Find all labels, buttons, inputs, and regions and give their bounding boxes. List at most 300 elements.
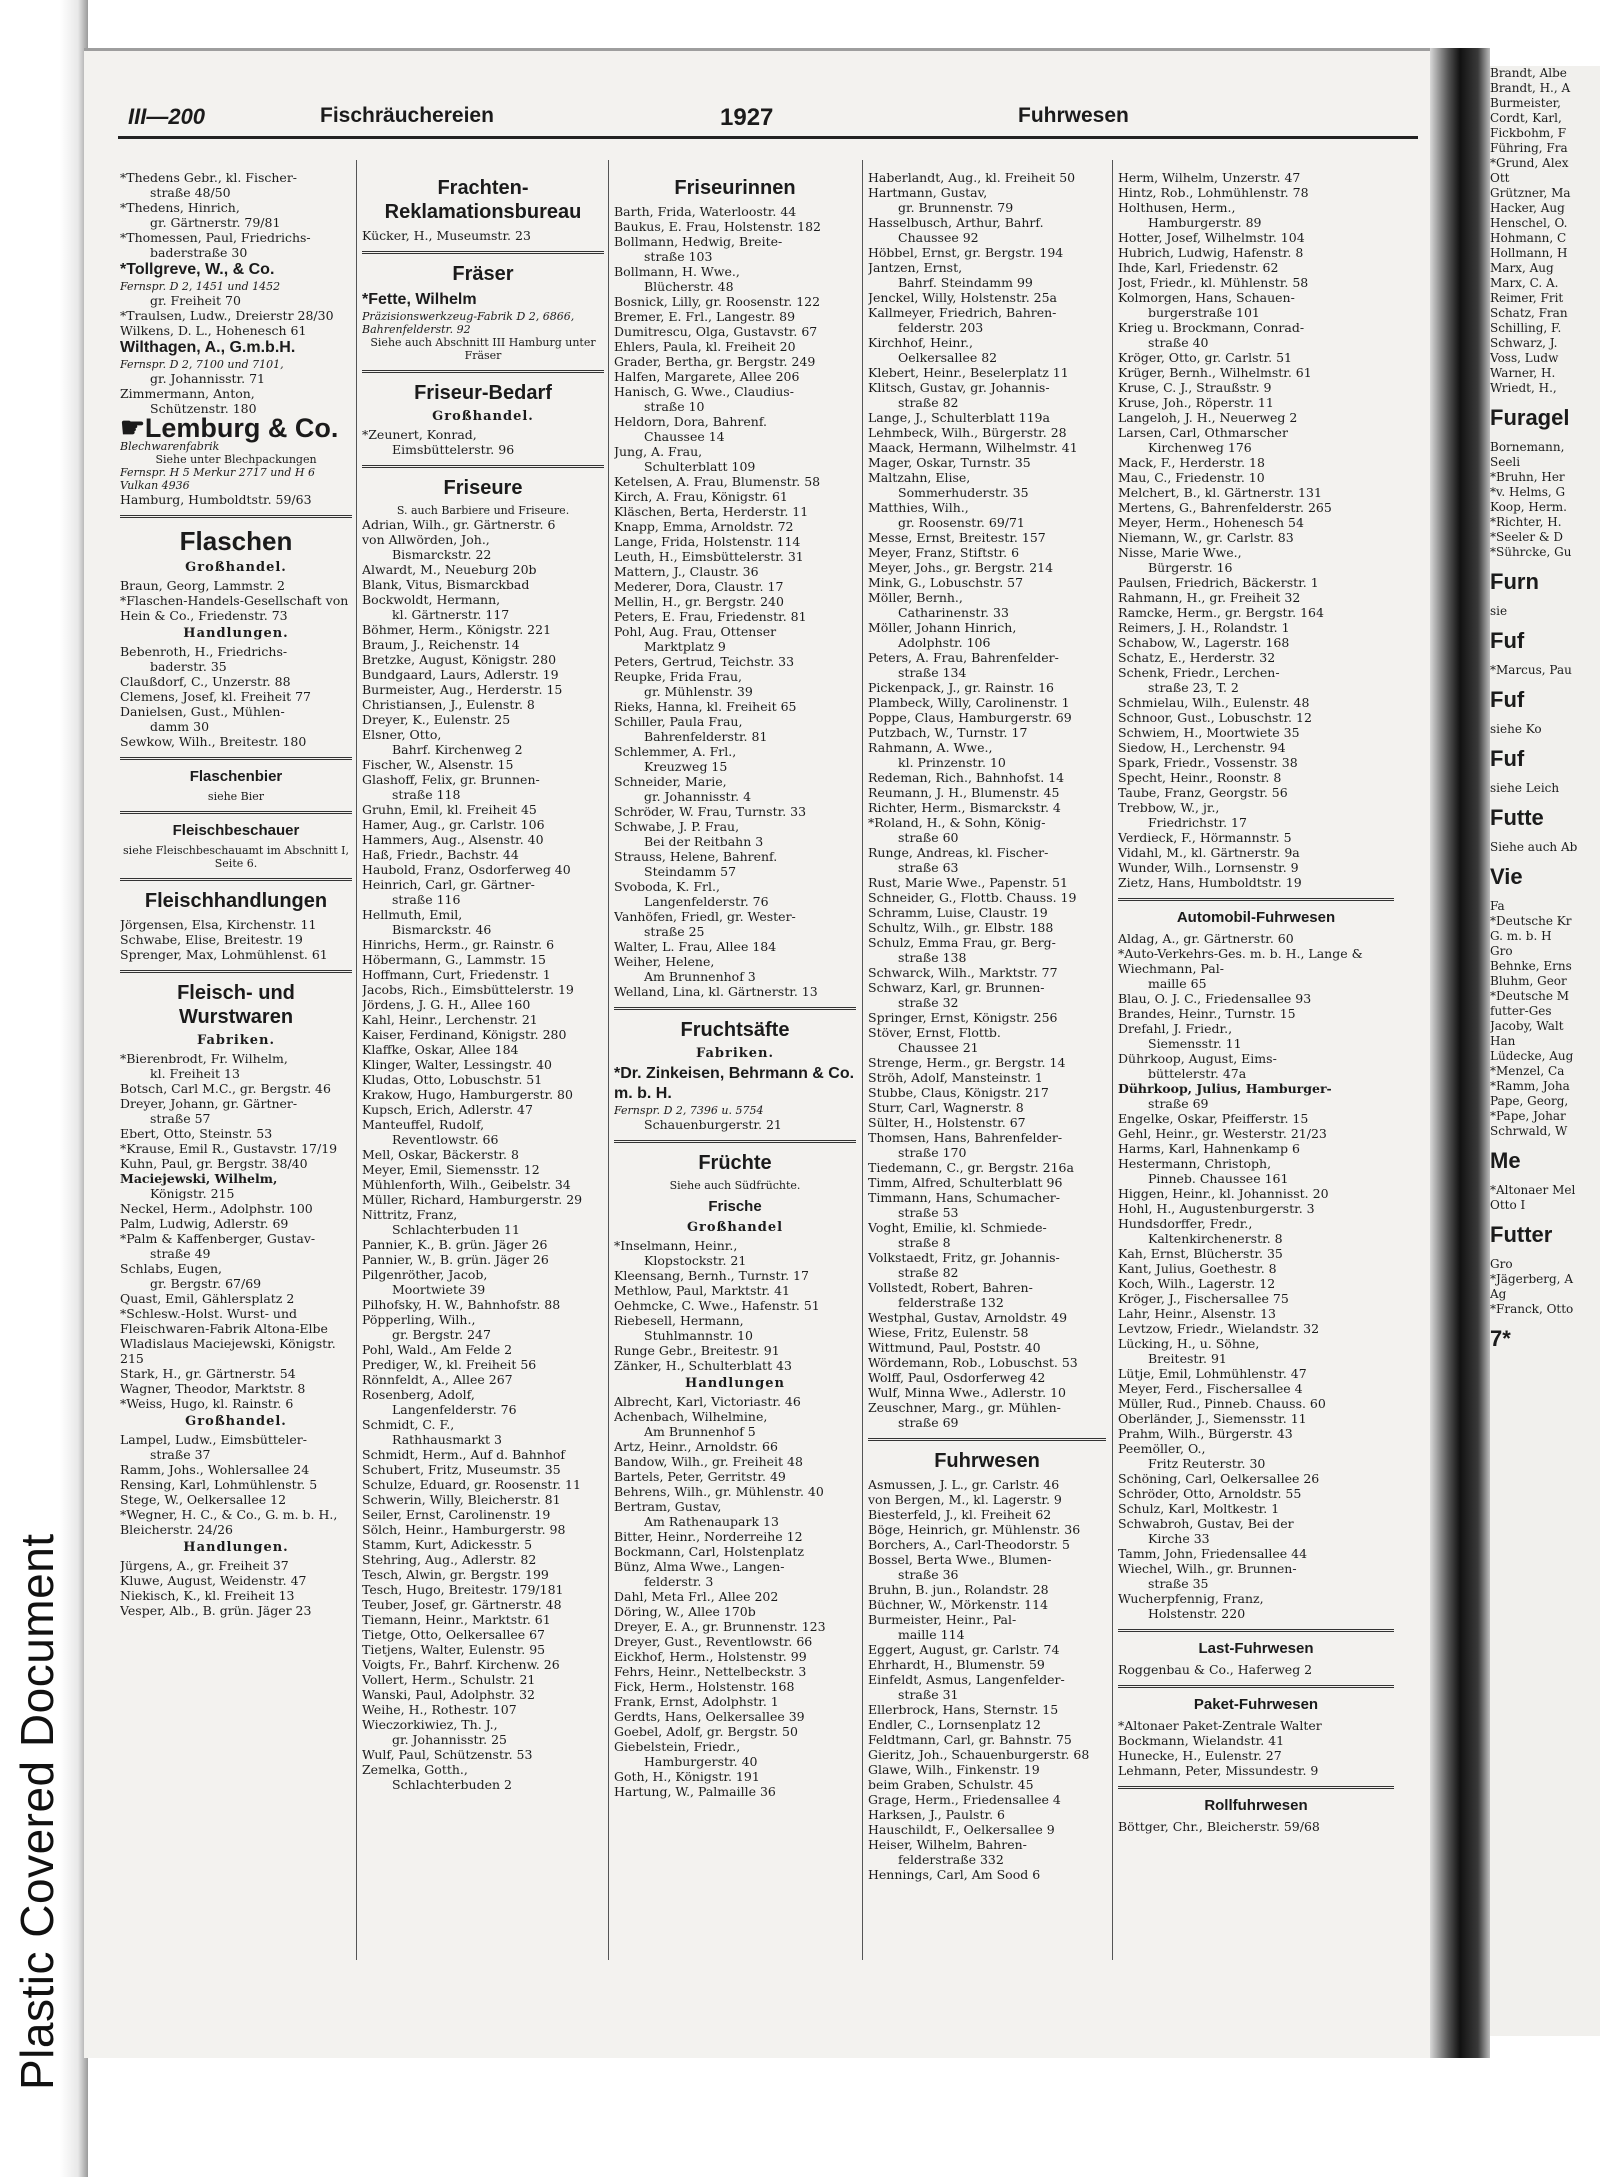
directory-entry: Schmidt, C. F., <box>362 1417 455 1432</box>
cross-reference-note: Siehe auch Südfrüchte. <box>669 1179 801 1192</box>
subsection-heading: Handlungen <box>685 1376 785 1391</box>
directory-entry: Biesterfeld, J., kl. Freiheit 62 <box>868 1507 1052 1522</box>
directory-entry: Heldorn, Dora, Bahrenf. <box>614 414 767 429</box>
directory-entry: Bollmann, Hedwig, Breite- <box>614 234 783 249</box>
adjacent-page-heading: Futte <box>1490 805 1544 830</box>
directory-entry: Gieritz, Joh., Schauenburgerstr. 68 <box>868 1747 1090 1762</box>
directory-entry: Tietjens, Walter, Eulenstr. 95 <box>362 1642 546 1657</box>
directory-entry: Gerdts, Hans, Oelkersallee 39 <box>614 1709 805 1724</box>
directory-entry: Weiher, Helene, <box>614 954 715 969</box>
running-head-left: Fischräuchereien <box>320 104 494 127</box>
entry-continuation: Steindamm 57 <box>644 864 737 879</box>
directory-entry: Pannier, K., B. grün. Jäger 26 <box>362 1237 548 1252</box>
directory-entry: Adrian, Wilh., gr. Gärtnerstr. 6 <box>362 517 556 532</box>
directory-entry: *Thomessen, Paul, Friedrichs- <box>120 230 311 245</box>
directory-entry: Kirchhof, Heinr., <box>868 335 973 350</box>
directory-entry: Ketelsen, A. Frau, Blumenstr. 58 <box>614 474 821 489</box>
adjacent-page-entry: Schatz, Fran <box>1490 306 1568 320</box>
directory-entry: Nisse, Marie Wwe., <box>1118 545 1242 560</box>
page-year: 1927 <box>720 104 774 131</box>
entry-continuation: Marktplatz 9 <box>644 639 726 654</box>
directory-entry: Grage, Herm., Friedensallee 4 <box>868 1792 1061 1807</box>
entry-continuation: kl. Freiheit 13 <box>150 1066 240 1081</box>
section-divider <box>614 1140 856 1143</box>
directory-entry: Mattern, J., Claustr. 36 <box>614 564 759 579</box>
side-caption <box>0 1230 72 2090</box>
advert-detail: Fernspr. D 2, 7396 u. 5754 <box>614 1104 764 1117</box>
entry-continuation: straße 25 <box>644 924 705 939</box>
directory-entry: *Roland, H., & Sohn, König- <box>868 815 1046 830</box>
directory-entry: *Wegner, H. C., & Co., G. m. b. H., Bleicherstr. 24/26 <box>120 1507 338 1537</box>
entry-continuation: straße 60 <box>898 830 959 845</box>
advertised-firm: Wilthagen, A., G.m.b.H. <box>120 339 296 356</box>
directory-entry: Schwarck, Wilh., Marktstr. 77 <box>868 965 1058 980</box>
directory-entry: Lehmbeck, Wilh., Bürgerstr. 28 <box>868 425 1067 440</box>
column-rule <box>608 160 609 1960</box>
directory-entry: Welland, Lina, kl. Gärtnerstr. 13 <box>614 984 818 999</box>
adjacent-page-entry: Voss, Ludw <box>1490 351 1559 365</box>
directory-entry: Heiser, Wilhelm, Bahren- <box>868 1837 1027 1852</box>
directory-entry: Bünz, Alma Wwe., Langen- <box>614 1559 785 1574</box>
section-heading: Frische <box>708 1198 762 1215</box>
directory-entry: Weihe, H., Rothestr. 107 <box>362 1702 517 1717</box>
adjacent-page-entry: Schwarz, J. <box>1490 336 1558 350</box>
directory-entry: Dreyer, Gust., Reventlowstr. 66 <box>614 1634 813 1649</box>
directory-entry: Meyer, Herm., Hohenesch 54 <box>1118 515 1304 530</box>
directory-entry: Pilgenröther, Jacob, <box>362 1267 488 1282</box>
entry-continuation: Am Rathenaupark 13 <box>644 1514 779 1529</box>
directory-entry: Niemann, W., gr. Carlstr. 83 <box>1118 530 1294 545</box>
entry-continuation: straße 10 <box>644 399 705 414</box>
directory-entry: Wiese, Fritz, Eulenstr. 58 <box>868 1325 1029 1340</box>
directory-entry: Hellmuth, Emil, <box>362 907 463 922</box>
section-heading: Paket-Fuhrwesen <box>1193 1696 1319 1713</box>
subsection-heading: Fabriken. <box>196 1033 276 1048</box>
entry-continuation: Hamburgerstr. 40 <box>644 1754 758 1769</box>
directory-entry: Wunder, Wilh., Lornsenstr. 9 <box>1118 860 1299 875</box>
column-rule <box>1112 160 1113 1960</box>
directory-entry: Hanisch, G. Wwe., Claudius- <box>614 384 794 399</box>
directory-entry: Spark, Friedr., Vossenstr. 38 <box>1118 755 1298 770</box>
entry-continuation: gr. Bergstr. 67/69 <box>150 1276 262 1291</box>
directory-entry: Goebel, Adolf, gr. Bergstr. 50 <box>614 1724 798 1739</box>
directory-entry: Hubrich, Ludwig, Hafenstr. 8 <box>1118 245 1304 260</box>
directory-entry: Paulsen, Friedrich, Bäckerstr. 1 <box>1118 575 1319 590</box>
directory-entry: Schulz, Karl, Moltkestr. 1 <box>1118 1501 1280 1516</box>
section-heading: Fleisch- und Wurstwaren <box>177 982 295 1028</box>
adjacent-page-entry: Siehe auch Ab <box>1490 840 1578 854</box>
directory-entry: Lange, J., Schulterblatt 119a <box>868 410 1050 425</box>
adjacent-page-entry: Seeli <box>1490 455 1521 469</box>
adjacent-page-entry: Reimer, Frit <box>1490 291 1564 305</box>
directory-entry: Kücker, H., Museumstr. 23 <box>362 228 531 243</box>
directory-entry: Burmeister, Heinr., Pal- <box>868 1612 1017 1627</box>
directory-entry: Hammers, Aug., Alsenstr. 40 <box>362 832 544 847</box>
directory-entry: Pohl, Aug. Frau, Ottenser <box>614 624 777 639</box>
directory-entry: Hauschildt, F., Oelkersallee 9 <box>868 1822 1055 1837</box>
directory-entry: *Zeunert, Konrad, <box>362 427 477 442</box>
directory-entry: Ehlers, Paula, kl. Freiheit 20 <box>614 339 796 354</box>
directory-entry: Voigts, Fr., Bahrf. Kirchenw. 26 <box>362 1657 560 1672</box>
directory-entry: Barth, Frida, Waterloostr. 44 <box>614 204 797 219</box>
directory-entry: Blau, O. J. C., Friedensallee 93 <box>1118 991 1312 1006</box>
adjacent-page-entry: Jacoby, Walt <box>1490 1019 1564 1033</box>
entry-continuation: gr. Johannisstr. 25 <box>392 1732 507 1747</box>
directory-entry: Endler, C., Lornsenplatz 12 <box>868 1717 1041 1732</box>
directory-entry: Kruse, Joh., Röperstr. 11 <box>1118 395 1274 410</box>
directory-entry: Tesch, Alwin, gr. Bergstr. 199 <box>362 1567 549 1582</box>
directory-entry: Mau, C., Friedenstr. 10 <box>1118 470 1265 485</box>
directory-entry: Hartung, W., Palmaille 36 <box>614 1784 776 1799</box>
directory-entry: Rosenberg, Adolf, <box>362 1387 475 1402</box>
directory-entry: Artz, Heinr., Arnoldstr. 66 <box>614 1439 778 1454</box>
directory-entry: Bartels, Peter, Gerritstr. 49 <box>614 1469 786 1484</box>
entry-continuation: Schauenburgerstr. 21 <box>644 1117 782 1132</box>
directory-entry: Jörgensen, Elsa, Kirchenstr. 11 <box>120 917 317 932</box>
directory-entry: Verdieck, F., Hörmannstr. 5 <box>1118 830 1292 845</box>
directory-entry: Büchner, W., Mörkenstr. 114 <box>868 1597 1049 1612</box>
entry-continuation: Adolphstr. 106 <box>898 635 991 650</box>
directory-entry: Kuhn, Paul, gr. Bergstr. 38/40 <box>120 1156 308 1171</box>
adjacent-page-heading: Fuf <box>1490 746 1525 771</box>
directory-entry: Gehl, Heinr., gr. Westerstr. 21/23 <box>1118 1126 1327 1141</box>
directory-entry: Meyer, Johs., gr. Bergstr. 214 <box>868 560 1054 575</box>
adjacent-page-entry: siehe Ko <box>1490 722 1542 736</box>
directory-entry: Pilhofsky, H. W., Bahnhofstr. 88 <box>362 1297 561 1312</box>
directory-entry: Trebbow, W., jr., <box>1118 800 1220 815</box>
directory-entry: Taube, Franz, Georgstr. 56 <box>1118 785 1288 800</box>
directory-entry: Peters, A. Frau, Bahrenfelder- <box>868 650 1059 665</box>
entry-continuation: baderstr. 35 <box>150 659 227 674</box>
directory-entry: Einfeldt, Asmus, Langenfelder- <box>868 1672 1065 1687</box>
column-rule <box>862 160 863 1960</box>
entry-continuation: Schlachterbuden 2 <box>392 1777 512 1792</box>
directory-entry: Harksen, J., Paulstr. 6 <box>868 1807 1005 1822</box>
entry-continuation: straße 134 <box>898 665 967 680</box>
directory-entry: Mager, Oskar, Turnstr. 35 <box>868 455 1031 470</box>
section-heading: Frachten-Reklamationsbureau <box>384 177 582 223</box>
adjacent-page-entry: *Grund, Alex <box>1490 156 1569 170</box>
adjacent-page-entry: *Menzel, Ca <box>1490 1064 1565 1078</box>
directory-entry: Eickhof, Herm., Holstenstr. 99 <box>614 1649 807 1664</box>
directory-entry: Palm, Ludwig, Adlerstr. 69 <box>120 1216 289 1231</box>
adjacent-page-entry: sie <box>1490 604 1508 618</box>
directory-entry: Tamm, John, Friedensallee 44 <box>1118 1546 1308 1561</box>
cross-reference-note: siehe Fleischbeschauamt im Abschnitt I, Seite 6. <box>123 844 349 870</box>
entry-continuation: Schützenstr. 180 <box>150 401 257 416</box>
subsection-heading: Großhandel. <box>185 560 287 575</box>
entry-continuation: straße 48/50 <box>150 185 231 200</box>
directory-entry: Fick, Herm., Holstenstr. 168 <box>614 1679 795 1694</box>
directory-entry: Ihde, Karl, Friedenstr. 62 <box>1118 260 1279 275</box>
directory-entry: Maack, Hermann, Wilhelmstr. 41 <box>868 440 1078 455</box>
directory-entry: Tietge, Otto, Oelkersallee 67 <box>362 1627 545 1642</box>
adjacent-page-entry: Marx, Aug <box>1490 261 1554 275</box>
advert-detail: Fernspr. D 2, 7100 und 7101, <box>120 358 284 371</box>
directory-entry: *Bierenbrodt, Fr. Wilhelm, <box>120 1051 288 1066</box>
directory-entry: Jacobs, Rich., Eimsbüttelerstr. 19 <box>362 982 574 997</box>
directory-entry: Thomsen, Hans, Bahrenfelder- <box>868 1130 1063 1145</box>
entry-continuation: Holstenstr. 220 <box>1148 1606 1246 1621</box>
entry-continuation: Catharinenstr. 33 <box>898 605 1009 620</box>
entry-continuation: gr. Bergstr. 247 <box>392 1327 491 1342</box>
adjacent-page-entry: Gro <box>1490 944 1513 958</box>
entry-continuation: felderstraße 132 <box>898 1295 1004 1310</box>
cross-reference-note: Siehe unter Blechpackungen <box>155 453 317 466</box>
directory-entry: Lehmann, Peter, Missundestr. 9 <box>1118 1763 1319 1778</box>
directory-entry: Vollstedt, Robert, Bahren- <box>868 1280 1033 1295</box>
directory-entry: Dahl, Meta Frl., Allee 202 <box>614 1589 779 1604</box>
entry-continuation: Moortwiete 39 <box>392 1282 486 1297</box>
directory-entry: Böhmer, Herm., Königstr. 221 <box>362 622 552 637</box>
directory-entry: Kirch, A. Frau, Königstr. 61 <box>614 489 788 504</box>
entry-continuation: straße 69 <box>1148 1096 1209 1111</box>
adjacent-page-entry: *Jägerberg, A <box>1490 1272 1573 1286</box>
adjacent-page-entry: *Pape, Johar <box>1490 1109 1566 1123</box>
directory-entry: Teuber, Josef, gr. Gärtnerstr. 48 <box>362 1597 562 1612</box>
directory-entry: Sprenger, Max, Lohmühlenst. 61 <box>120 947 328 962</box>
directory-entry: Volkstaedt, Fritz, gr. Johannis- <box>868 1250 1060 1265</box>
directory-entry: beim Graben, Schulstr. 45 <box>868 1777 1034 1792</box>
subsection-heading: Großhandel. <box>185 1414 287 1429</box>
adjacent-page-entry: *Deutsche Kr <box>1490 914 1572 928</box>
directory-entry: Zietz, Hans, Humboldtstr. 19 <box>1118 875 1302 890</box>
adjacent-page-entry: G. m. b. H <box>1490 929 1552 943</box>
firm-logo-text: Lemburg & Co. <box>144 413 339 443</box>
directory-entry: Glashoff, Felix, gr. Brunnen- <box>362 772 540 787</box>
entry-continuation: straße 23, T. 2 <box>1148 680 1239 695</box>
directory-entry: Sülter, H., Holstenstr. 67 <box>868 1115 1026 1130</box>
directory-entry: *Altonaer Paket-Zentrale Walter Bockmann, Wielandstr. 41 <box>1118 1718 1322 1748</box>
directory-entry: Schenk, Friedr., Lerchen- <box>1118 665 1280 680</box>
directory-entry: Schneider, Marie, <box>614 774 727 789</box>
directory-entry: Runge, Andreas, kl. Fischer- <box>868 845 1049 860</box>
directory-entry: Braun, Georg, Lammstr. 2 <box>120 578 285 593</box>
directory-entry: Sturr, Carl, Wagnerstr. 8 <box>868 1100 1024 1115</box>
directory-entry: von Allwörden, Joh., <box>362 532 490 547</box>
directory-entry: Hintz, Rob., Lohmühlenstr. 78 <box>1118 185 1309 200</box>
directory-entry: Schramm, Luise, Claustr. 19 <box>868 905 1048 920</box>
directory-entry: Pickenpack, J., gr. Rainstr. 16 <box>868 680 1055 695</box>
directory-entry: Möller, Johann Hinrich, <box>868 620 1017 635</box>
side-caption-text: Plastic Covered Document <box>11 1533 63 2090</box>
entry-continuation: Bahrf. Kirchenweg 2 <box>392 742 523 757</box>
entry-continuation: Friedrichstr. 17 <box>1148 815 1247 830</box>
directory-entry: Riebesell, Hermann, <box>614 1313 744 1328</box>
directory-entry: Claußdorf, C., Unzerstr. 88 <box>120 674 291 689</box>
entry-continuation: Schlachterbuden 11 <box>392 1222 520 1237</box>
adjacent-page-entry: *Sührcke, Gu <box>1490 545 1572 559</box>
directory-entry: Mellin, H., gr. Bergstr. 240 <box>614 594 784 609</box>
directory-entry: Möller, Bernh., <box>868 590 963 605</box>
directory-entry: Vidahl, M., kl. Gärtnerstr. 9a <box>1118 845 1300 860</box>
directory-entry: Höbbel, Ernst, gr. Bergstr. 194 <box>868 245 1064 260</box>
directory-entry: Knapp, Emma, Arnoldstr. 72 <box>614 519 794 534</box>
adjacent-page-heading: Furagel <box>1490 405 1570 430</box>
directory-entry: Tiemann, Heinr., Marktstr. 61 <box>362 1612 551 1627</box>
directory-entry: Lampel, Ludw., Eimsbütteler- <box>120 1432 307 1447</box>
entry-continuation: gr. Roosenstr. 69/71 <box>898 515 1025 530</box>
section-heading: Fleischbeschauer <box>172 822 300 839</box>
directory-entry: Hotter, Josef, Wilhelmstr. 104 <box>1118 230 1305 245</box>
advertised-firm: *Dr. Zinkeisen, Behrmann & Co. m. b. H. <box>614 1065 855 1102</box>
directory-entry: Jung, A. Frau, <box>614 444 703 459</box>
entry-continuation: straße 138 <box>898 950 967 965</box>
directory-entry: Clemens, Josef, kl. Freiheit 77 <box>120 689 312 704</box>
directory-entry: Kruse, C. J., Straußstr. 9 <box>1118 380 1272 395</box>
column-2 <box>362 170 604 1950</box>
subsection-heading: Handlungen. <box>183 626 289 641</box>
directory-entry: Dreyer, Johann, gr. Gärtner- <box>120 1096 298 1111</box>
adjacent-page-entry: *Ramm, Joha <box>1490 1079 1570 1093</box>
directory-entry: Oberländer, J., Siemensstr. 11 <box>1118 1411 1307 1426</box>
directory-entry: Eggert, August, gr. Carlstr. 74 <box>868 1642 1060 1657</box>
directory-entry: Rust, Marie Wwe., Papenstr. 51 <box>868 875 1068 890</box>
directory-entry: Pöpperling, Wilh., <box>362 1312 476 1327</box>
directory-entry: Methlow, Paul, Marktstr. 41 <box>614 1283 790 1298</box>
directory-entry: Schröder, Otto, Arnoldstr. 55 <box>1118 1486 1302 1501</box>
directory-entry: Jost, Friedr., kl. Mühlenstr. 58 <box>1118 275 1309 290</box>
directory-entry: Wieczorkiwiez, Th. J., <box>362 1717 498 1732</box>
directory-entry: Bitter, Heinr., Norderreihe 12 <box>614 1529 803 1544</box>
directory-entry: Bebenroth, H., Friedrichs- <box>120 644 288 659</box>
adjacent-page-entry: *v. Helms, G <box>1490 485 1566 499</box>
directory-entry: Baukus, E. Frau, Holstenstr. 182 <box>614 219 822 234</box>
entry-continuation: felderstraße 332 <box>898 1852 1004 1867</box>
directory-entry: Krüger, Bernh., Wilhelmstr. 61 <box>1118 365 1312 380</box>
section-divider <box>120 757 352 760</box>
entry-continuation: Kirche 33 <box>1148 1531 1210 1546</box>
directory-entry: Döring, W., Allee 170b <box>614 1604 756 1619</box>
adjacent-page-entry: *Franck, Otto <box>1490 1302 1574 1316</box>
cross-reference-note: Siehe auch Abschnitt III Hamburg unter Fräser <box>370 336 596 362</box>
adjacent-page <box>1490 66 1600 2036</box>
entry-continuation: Oelkersallee 82 <box>898 350 998 365</box>
directory-entry: Mink, G., Lobuschstr. 57 <box>868 575 1024 590</box>
directory-entry: Timm, Alfred, Schulterblatt 96 <box>868 1175 1063 1190</box>
directory-entry: Stamm, Kurt, Adickesstr. 5 <box>362 1537 533 1552</box>
directory-entry: Lütje, Emil, Lohmühlenstr. 47 <box>1118 1366 1307 1381</box>
entry-continuation: kl. Gärtnerstr. 117 <box>392 607 510 622</box>
advert-detail: Präzisionswerkzeug-Fabrik D 2, 6866, Bahrenfelderstr. 92 <box>362 310 575 336</box>
entry-continuation: gr. Johannisstr. 71 <box>150 371 265 386</box>
directory-entry: Alwardt, M., Neueburg 20b <box>362 562 537 577</box>
directory-entry: Hartmann, Gustav, <box>868 185 988 200</box>
entry-continuation: Bahrf. Steindamm 99 <box>898 275 1033 290</box>
directory-entry: Holthusen, Herm., <box>1118 200 1236 215</box>
directory-entry: Böge, Heinrich, gr. Mühlenstr. 36 <box>868 1522 1081 1537</box>
adjacent-page-entry: Otto I <box>1490 1198 1526 1212</box>
directory-entry: Kolmorgen, Hans, Schauen- <box>1118 290 1295 305</box>
adjacent-page-entry: Schrwald, W <box>1490 1124 1568 1138</box>
directory-entry: Plambeck, Willy, Carolinenstr. 1 <box>868 695 1070 710</box>
adjacent-page-entry: Henschel, O. <box>1490 216 1568 230</box>
directory-entry: *Traulsen, Ludw., Dreierstr 28/30 <box>120 308 334 323</box>
directory-entry: Richter, Herm., Bismarckstr. 4 <box>868 800 1061 815</box>
directory-entry: Schmidt, Herm., Auf d. Bahnhof <box>362 1447 566 1462</box>
directory-entry: Hunecke, H., Eulenstr. 27 <box>1118 1748 1282 1763</box>
directory-entry: Schabow, W., Lagerstr. 168 <box>1118 635 1290 650</box>
adjacent-page-entry: futter-Ges <box>1490 1004 1552 1018</box>
directory-entry: Higgen, Heinr., kl. Johannisst. 20 <box>1118 1186 1329 1201</box>
entry-continuation: maille 114 <box>898 1627 965 1642</box>
entry-continuation: straße 116 <box>392 892 461 907</box>
directory-entry: Albrecht, Karl, Victoriastr. 46 <box>614 1394 801 1409</box>
directory-entry: Putzbach, W., Turnstr. 17 <box>868 725 1028 740</box>
directory-entry: Wagner, Theodor, Marktstr. 8 <box>120 1381 306 1396</box>
entry-continuation: Königstr. 215 <box>150 1186 235 1201</box>
section-divider <box>362 251 604 254</box>
directory-entry: Giebelstein, Friedr., <box>614 1739 741 1754</box>
directory-entry: Hohl, H., Augustenburgerstr. 3 <box>1118 1201 1315 1216</box>
directory-entry: Schultz, Wilh., gr. Elbstr. 188 <box>868 920 1054 935</box>
directory-entry: Ramm, Johs., Wohlersallee 24 <box>120 1462 310 1477</box>
adjacent-page-entry: *Seeler & D <box>1490 530 1564 544</box>
directory-entry: Roggenbau & Co., Haferweg 2 <box>1118 1662 1313 1677</box>
section-divider <box>120 515 352 518</box>
section-divider <box>120 878 352 881</box>
directory-entry: Prahm, Wilh., Bürgerstr. 43 <box>1118 1426 1293 1441</box>
directory-entry: Hestermann, Christoph, <box>1118 1156 1272 1171</box>
section-heading: Flaschenbier <box>189 768 283 785</box>
directory-entry: Wucherpfennig, Franz, <box>1118 1591 1264 1606</box>
directory-entry: Krieg u. Brockmann, Conrad- <box>1118 320 1305 335</box>
entry-continuation: Langenfelderstr. 76 <box>644 894 769 909</box>
entry-continuation: Am Brunnenhof 3 <box>644 969 756 984</box>
section-heading: Fräser <box>452 263 514 285</box>
entry-continuation: Schulterblatt 109 <box>644 459 756 474</box>
adjacent-page-entry: Hollmann, H <box>1490 246 1568 260</box>
directory-entry: Klebert, Heinr., Beselerplatz 11 <box>868 365 1069 380</box>
entry-continuation: gr. Brunnenstr. 79 <box>898 200 1014 215</box>
entry-continuation: Bürgerstr. 16 <box>1148 560 1233 575</box>
directory-entry: Wulf, Paul, Schützenstr. 53 <box>362 1747 533 1762</box>
directory-entry: *Weiss, Hugo, kl. Rainstr. 6 <box>120 1396 294 1411</box>
directory-entry: Svoboda, K. Frl., <box>614 879 720 894</box>
directory-entry: Schwabroh, Gustav, Bei der <box>1118 1516 1294 1531</box>
directory-entry: Dührkoop, Julius, Hamburger- <box>1118 1081 1332 1096</box>
directory-entry: Kluwe, August, Weidenstr. 47 <box>120 1573 307 1588</box>
directory-entry: Zänker, H., Schulterblatt 43 <box>614 1358 792 1373</box>
adjacent-page-entry: Gro <box>1490 1257 1513 1271</box>
entry-continuation: damm 30 <box>150 719 210 734</box>
adjacent-page-heading: Futter <box>1490 1222 1553 1247</box>
entry-continuation: felderstr. 3 <box>644 1574 714 1589</box>
adjacent-page-entry: Warner, H. <box>1490 366 1556 380</box>
entry-continuation: straße 63 <box>898 860 959 875</box>
directory-entry: Levtzow, Friedr., Wielandstr. 32 <box>1118 1321 1320 1336</box>
entry-continuation: straße 53 <box>898 1205 959 1220</box>
directory-entry: Seiler, Ernst, Carolinenstr. 19 <box>362 1507 551 1522</box>
directory-entry: Schwiem, H., Moortwiete 35 <box>1118 725 1300 740</box>
adjacent-page-entry: Koop, Herm. <box>1490 500 1567 514</box>
directory-entry: Krakow, Hugo, Hamburgerstr. 80 <box>362 1087 573 1102</box>
directory-entry: Dreyer, K., Eulenstr. 25 <box>362 712 511 727</box>
adjacent-page-entry: *Marcus, Pau <box>1490 663 1572 677</box>
directory-entry: Wittmund, Paul, Poststr. 40 <box>868 1340 1041 1355</box>
subsection-heading: Fabriken. <box>695 1046 775 1061</box>
entry-continuation: kl. Prinzenstr. 10 <box>898 755 1006 770</box>
directory-entry: Sölch, Heinr., Hamburgerstr. 98 <box>362 1522 566 1537</box>
directory-entry: Klinger, Walter, Lessingstr. 40 <box>362 1057 552 1072</box>
directory-entry: Mertens, G., Bahrenfelderstr. 265 <box>1118 500 1332 515</box>
book-gutter <box>1430 48 1490 2058</box>
directory-entry: Schlabs, Eugen, <box>120 1261 223 1276</box>
column-rule <box>356 160 357 1960</box>
entry-continuation: Klopstockstr. 21 <box>644 1253 747 1268</box>
entry-continuation: gr. Gärtnerstr. 79/81 <box>150 215 281 230</box>
entry-continuation: straße 36 <box>898 1567 959 1582</box>
